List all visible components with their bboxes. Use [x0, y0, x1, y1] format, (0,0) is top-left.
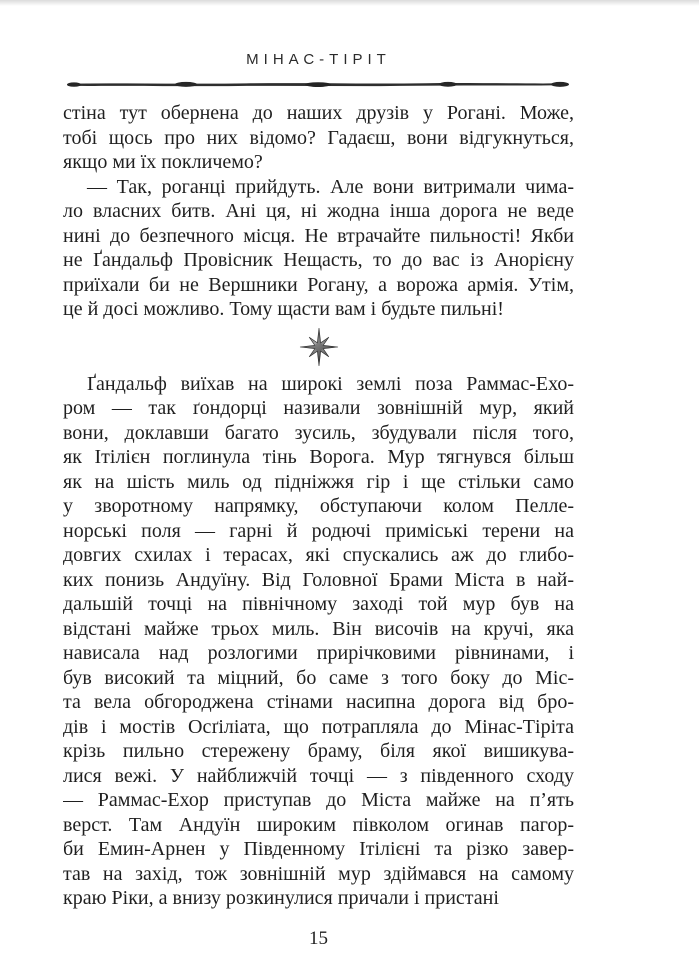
- text-line: тав на захід, тож зовнішній мур здіймався на самому: [63, 862, 574, 885]
- text-line: як на шість миль од підніжжя гір і ще стільки само: [63, 470, 574, 493]
- page-number: 15: [309, 928, 328, 949]
- text-line: лися вежі. У найближчій точці — з південного сходу: [63, 764, 574, 787]
- ornamental-rule-graphic: [66, 81, 570, 88]
- text-line: ром — так ґондорці називали зовнішній мур, який: [63, 397, 574, 419]
- text-line: ких понизь Андуїну. Від Головної Брами Міста в най-: [63, 568, 574, 591]
- text-line: — Так, роганці прийдуть. Але вони витримали чима-: [87, 175, 574, 198]
- body-text: [63, 101, 574, 911]
- section-break: [63, 322, 574, 372]
- text-line: якщо ми їх покличемо?: [63, 151, 263, 173]
- text-line: приїхали би не Вершники Рогану, а ворожа армія. Утім,: [63, 273, 574, 296]
- text-line: у зворотному напрямку, обступаючи колом Пелле-: [63, 495, 574, 517]
- text-line: ло власних битв. Ані ця, ні жодна інша дорога не веде: [63, 200, 574, 222]
- text-line: дальшій точці на північному заході той мур був на: [63, 593, 574, 615]
- text-line: верст. Там Андуїн широким півколом огинав пагор-: [63, 813, 574, 836]
- text-line: вони, доклавши багато зусиль, збудували після того,: [63, 421, 574, 444]
- text-line: довгих схилах і терасах, які спускались аж до глибо-: [63, 544, 574, 566]
- text-line: нависала над розлогими прирічковими рівнинами, і: [63, 642, 574, 664]
- text-line: дів і мостів Осґіліата, що потрапляла до Мінас-Тіріта: [63, 715, 574, 738]
- text-line: нині до безпечного місця. Не втрачайте пильності! Якби: [63, 224, 574, 247]
- scan-edge-shadow: [0, 0, 699, 6]
- text-line: норські поля — гарні й родючі приміські терени на: [63, 519, 574, 542]
- text-line: не Ґандальф Провісник Нещасть, то до вас із Анорієну: [63, 249, 574, 271]
- text-line: крізь пильно стережену браму, біля якої вишикува-: [63, 740, 574, 762]
- text-line: — Раммас-Ехор приступав до Міста майже на п’ять: [63, 789, 574, 811]
- running-header-title: МІНАС-ТІРІТ: [246, 51, 391, 68]
- text-line: відстані майже трьох миль. Він височів на кручі, яка: [63, 617, 574, 640]
- text-line: стіна тут обернена до наших друзів у Рогані. Може,: [63, 102, 574, 124]
- text-line: би Емин-Арнен у Південному Ітілієні та різко завер-: [63, 838, 574, 860]
- text-line: Ґандальф виїхав на широкі землі поза Раммас-Ехо-: [87, 372, 574, 395]
- text-line: був високий та міцний, бо саме з того боку до Міс-: [63, 666, 574, 689]
- eight-pointed-star-icon: [299, 327, 339, 367]
- text-line: краю Ріки, а внизу розкинулися причали і пристані: [63, 887, 499, 909]
- text-line: це й досі можливо. Тому щасти вам і будьте пильні!: [63, 298, 504, 320]
- text-line: як Ітілієн поглинула тінь Ворога. Мур тягнувся більш: [63, 446, 574, 468]
- text-line: тобі щось про них відомо? Гадаєш, вони відгукнуться,: [63, 126, 574, 149]
- ornamental-rule: [66, 81, 570, 88]
- text-line: та вела обгороджена стінами насипна дорога від бро-: [63, 691, 574, 713]
